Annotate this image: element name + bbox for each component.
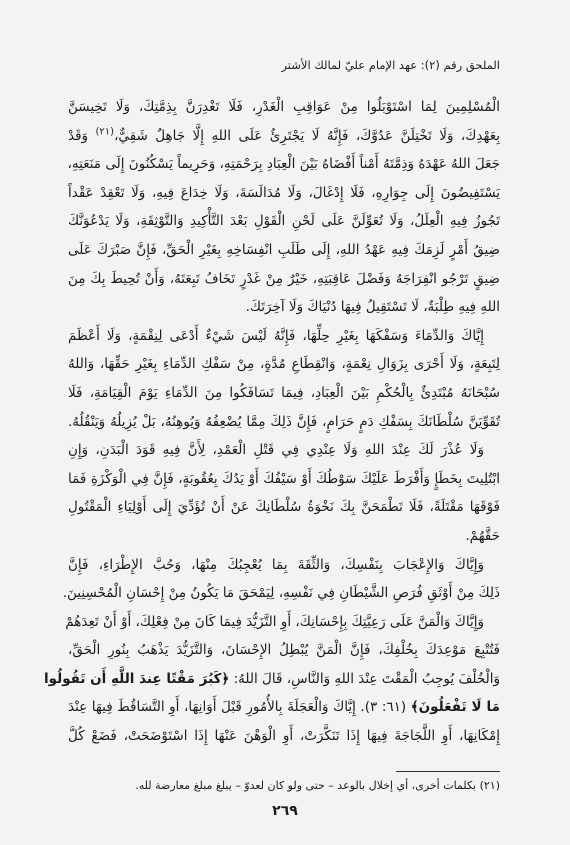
text-line <box>68 693 500 722</box>
text-segment: وَالْخُلْفَ يُوجِبُ الْمَقْتَ عِنْدَ اللهِ وَالنَّاسِ، قَالَ اللهُ: <box>229 670 500 687</box>
paragraph <box>68 436 500 550</box>
text-line: فَتُتْبِعَ مَوْعِدَكَ بِخُلْفِكَ، فَإِنَّ الْمَنَّ يُبْطِلُ الإِحْسَانَ، وَالتَّزَيُّدَ يَذْهَبُ بِنُورِ الْحَقِّ، <box>68 642 500 659</box>
text-line: الْمُسْلِمِينَ لِمَا اسْتَوْبَلُوا مِنْ عَوَاقِبِ الْغَدْرِ، فَلَا تَغْدِرَنَّ بِذِمَّتِكَ، وَلَا تَخِيسَنَّ <box>68 99 500 115</box>
text-line: إِيَّاكَ وَالدِّمَاءَ وَسَفْكَهَا بِغَيْرِ حِلِّهَا، فَإِنَّهُ لَيْسَ شَيْءٌ أَدْعَى لِنِقْمَةٍ، وَلَا أَعْظَمَ <box>68 327 484 344</box>
text-line: ذَلِكَ مِنْ أَوْثَقِ فُرَصِ الشَّيْطَانِ فِي نَفْسِهِ، لِيَمْحَقَ مَا يَكُونُ مِنْ إِحْسَانِ الْمُحْسِنِينَ. <box>62 585 500 602</box>
paragraph <box>62 551 500 608</box>
text-line: لِتَبِعَةٍ، وَلَا أَحْرَى بِزَوَالِ نِعْمَةٍ، وَانْقِطَاعِ مُدَّةٍ، مِنْ سَفْكِ الدِّمَاءِ بِغَيْرِ حَقِّهَا، وَاللهُ <box>68 356 500 373</box>
paragraph <box>68 93 500 322</box>
text-line: وَلَا عُذْرَ لَكَ عِنْدَ اللهِ وَلَا عِنْدِي فِي قَتْلِ الْعَمْدِ، لِأَنَّ فِيهِ قَوَدَ الْبَدَنِ، وَإِنِ <box>68 442 484 459</box>
main-text <box>44 93 500 751</box>
text-segment: بِعَهْدِكَ، وَلَا تَخْتِلَنَّ عَدُوَّكَ، فَإِنَّهُ لَا يَجْتَرِئُ عَلَى اللهِ إِلَّا جَاهِلٌ شَقِيٌّ، <box>114 127 500 144</box>
text-line: ضِيقٍ تَرْجُو انْفِرَاجَهُ وَفَضْلَ عَاقِبَتِهِ، خَيْرٌ مِنْ غَدْرٍ تَخَافُ تَبِعَتَهُ، وَأَنْ تُحِيطَ بِكَ مِنَ <box>68 270 500 287</box>
text-line: تُقَوِّيَنَّ سُلْطَانَكَ بِسَفْكِ دَمٍ حَرَامٍ، فَإِنَّ ذَلِكَ مِمَّا يُضْعِفُهُ وَيُوهِنُهُ، بَلْ يُزِيلُهُ وَيَنْقُلُهُ. <box>68 413 500 430</box>
text-line: وَإِيَّاكَ وَالإِعْجَابَ بِنَفْسِكَ، وَالثِّقَةَ بِمَا يُعْجِبُكَ مِنْهَا، وَحُبَّ الإِطْرَاءِ، فَإِنَّ <box>68 556 484 573</box>
text-line: إِمْكَانِهَا، أَوِ اللَّجَاجَةَ فِيهَا إِذَا تَنَكَّرَتْ، أَوِ الْوَهْنَ عَنْهَا إِذَا اسْتَوْضَحَتْ، فَضَعْ كُلَّ <box>68 728 500 745</box>
text-line: ابْتُلِيتَ بِخَطَإٍ وَأَفْرَطَ عَلَيْكَ سَوْطُكَ أَوْ سَيْفُكَ أَوْ يَدُكَ بِعُقُوبَةٍ، فَإِنَّ فِي الْوَكْزَةِ فَمَا <box>68 470 500 487</box>
text-line: حَقَّهُمْ. <box>465 527 500 544</box>
footnote-reference: (٢١) <box>95 126 115 138</box>
quran-quote: مَا لَا تَفْعَلُونَ﴾ <box>410 699 500 716</box>
footnote: (٢١) بكلمات أخرى، أي إخلال بالوعد – حتى ولو كان لعدوّ – يبلغ مبلغ معارضة لله. <box>135 779 500 792</box>
text-line: تَجُوزُ فِيهِ الْعِلَلُ، وَلَا تُعَوِّلَنَّ عَلَى لَحْنِ الْقَوْلِ بَعْدَ التَّأْكِيدِ وَالتَّوْثِقَةِ، وَلَا يَدْعُوَنَّكَ <box>68 213 500 230</box>
text-line: جَعَلَ اللهُ عَهْدَهُ وَذِمَّتَهُ أَمْناً أَفْضَاهُ بَيْنَ الْعِبَادِ بِرَحْمَتِهِ، وَحَرِيماً يَسْكُنُونَ إِلَى مَنَعَتِهِ، <box>67 156 500 173</box>
text-line <box>68 122 500 151</box>
text-line: ضِيقُ أَمْرٍ لَزِمَكَ فِيهِ عَهْدُ اللهِ، إِلَى طَلَبِ انْفِسَاخِهِ بِغَيْرِ الْحَقِّ، فَإِنَّ صَبْرَكَ عَلَى <box>68 241 500 258</box>
text-line: يَسْتَفِيضُونَ إِلَى جِوَارِهِ، فَلَا إِدْغَالَ، وَلَا مُدَالَسَةَ، وَلَا خِدَاعَ فِيهِ، وَلَا تَعْقِدْ عَقْداً <box>68 184 500 201</box>
running-header: الملحق رقم (٢): عهد الإمام عليّ لمالك الأشتر <box>281 58 500 72</box>
text-segment: وَقَدْ <box>68 127 96 144</box>
text-line: وَإِيَّاكَ وَالْمَنَّ عَلَى رَعِيَّتِكَ بِإِحْسَانِكَ، أَوِ التَّزَيُّدَ فِيمَا كَانَ مِنْ فِعْلِكَ، أَوْ أَنْ تَعِدَهُمْ <box>65 613 484 630</box>
text-line: سُبْحَانَهُ مُبْتَدِئٌ بِالْحُكْمِ بَيْنَ الْعِبَادِ، فِيمَا تَسَافَكُوا مِنَ الدِّمَاءِ يَوْمَ الْقِيَامَةِ، فَلَا <box>68 384 500 401</box>
text-line <box>44 665 500 694</box>
text-line: اللهِ فِيهِ طِلْبَةٌ، لَا تَسْتَقِيلُ فِيهَا دُنْيَاكَ وَلَا آخِرَتَكَ. <box>245 299 500 316</box>
text-line: فَوْقَهَا مَقْتَلَةً، فَلَا تَطْمَحَنَّ بِكَ نَخْوَةُ سُلْطَانِكَ عَنْ أَنْ تُؤَدِّيَ إِلَى أَوْلِيَاءِ الْمَقْتُولِ <box>68 499 500 516</box>
quran-quote: ﴿كَبُرَ مَقْتًا عِندَ اللَّهِ أَن تَقُولُوا <box>44 670 230 687</box>
page-number: ٢٦٩ <box>272 803 298 819</box>
footnote-divider <box>396 771 500 772</box>
paragraph <box>44 608 500 751</box>
text-segment: (٦١: ٣). إِيَّاكَ وَالْعَجَلَةَ بِالأُمُورِ قَبْلَ أَوَانِهَا، أَوِ التَّسَاقُطَ فِيهَا عِنْدَ <box>68 699 411 716</box>
paragraph <box>68 322 500 436</box>
